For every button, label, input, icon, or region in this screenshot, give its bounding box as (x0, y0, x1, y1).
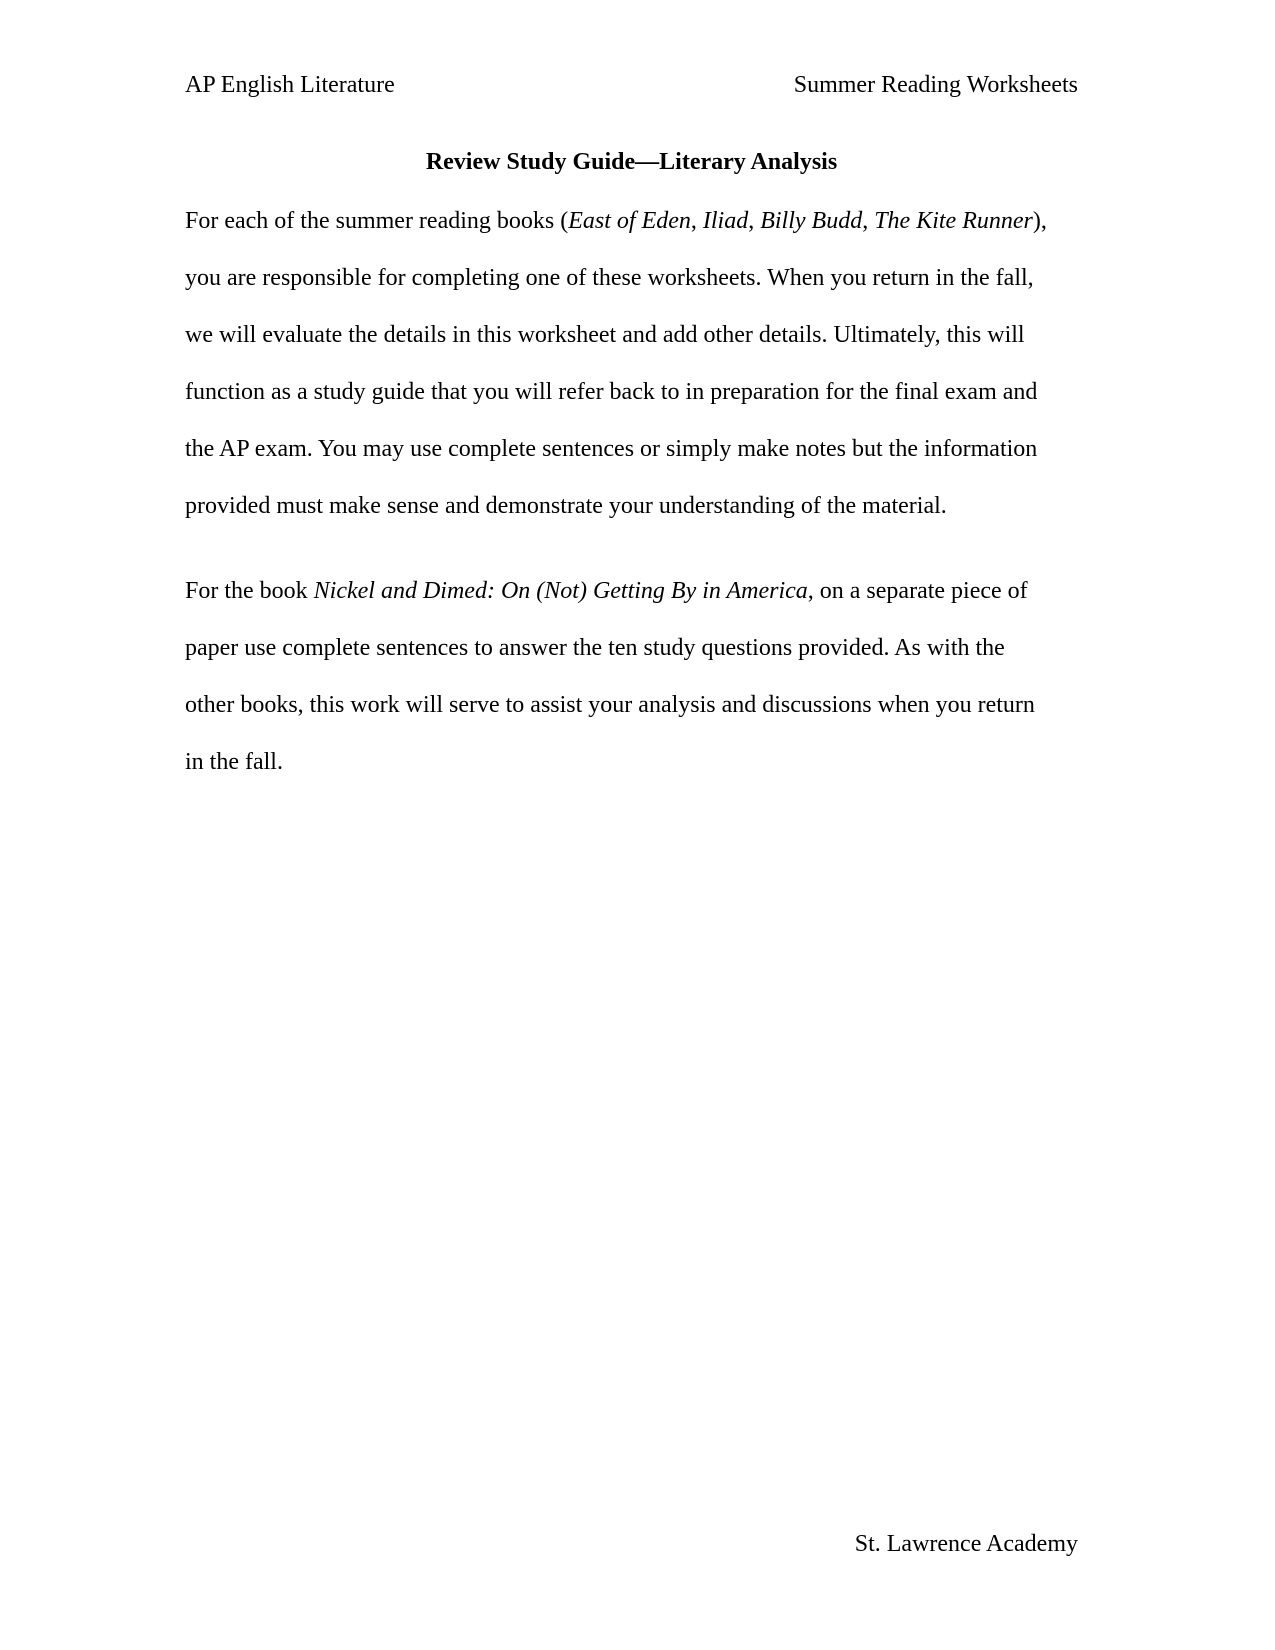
page-title: Review Study Guide—Literary Analysis (425, 149, 838, 175)
line-text: ), (1032, 208, 1047, 234)
paragraph-line: the AP exam. You may use complete sentences or simply make notes but the information (185, 436, 1038, 462)
line-text: For each of the summer reading books ( (185, 208, 569, 234)
paragraph-line (185, 563, 1085, 620)
instructions-paragraph-2 (185, 563, 1085, 791)
book-title-billy-budd: Billy Budd (760, 208, 863, 234)
paragraph-line: provided must make sense and demonstrate your understanding of the material. (185, 493, 947, 519)
paragraph-line: we will evaluate the details in this worksheet and add other details. Ultimately, this will (185, 322, 1025, 348)
paragraph-line: in the fall. (185, 749, 283, 775)
line-text: For the book (185, 578, 314, 604)
header-course-name: AP English Literature (185, 72, 395, 98)
book-title-kite-runner: The Kite Runner (874, 208, 1033, 234)
header-worksheet-name: Summer Reading Worksheets (793, 72, 1078, 98)
separator: , (862, 208, 875, 234)
footer-school-name: St. Lawrence Academy (854, 1531, 1078, 1557)
paragraph-line: you are responsible for completing one of these worksheets. When you return in the fall, (185, 265, 1034, 291)
book-title-iliad: Iliad (702, 208, 749, 234)
separator: , (748, 208, 761, 234)
paragraph-line: other books, this work will serve to assist your analysis and discussions when you return (185, 692, 1035, 718)
book-title-nickel-and-dimed: Nickel and Dimed: On (Not) Getting By in America (313, 578, 808, 604)
line-text: , on a separate piece of (807, 578, 1028, 604)
paragraph-line (185, 193, 1085, 250)
separator: , (690, 208, 703, 234)
paragraph-line: paper use complete sentences to answer the ten study questions provided. As with the (185, 635, 1005, 661)
paragraph-line: function as a study guide that you will refer back to in preparation for the final exam and (185, 379, 1038, 405)
instructions-paragraph-1 (185, 193, 1085, 535)
book-title-east-of-eden: East of Eden (568, 208, 691, 234)
